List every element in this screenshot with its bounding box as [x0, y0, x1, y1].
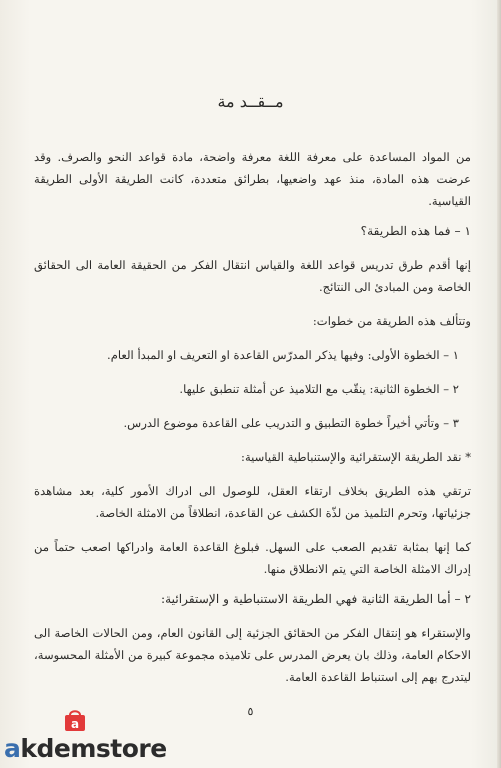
page-body	[34, 146, 471, 688]
paragraph-critique-1: ترتقي هذه الطريق بخلاف ارتقاء العقل، للوصول الى ادراك الأمور كلية، بعد مشاهدة جزئياتها، وتحرم التلميذ من لذّة الكشف عن القاعدة، انطلاقاً من الامثلة الخاصة.	[34, 484, 471, 520]
logo-wordmark	[4, 736, 167, 761]
list-item-step-2: ٢ – الخطوة الثانية: ينقّب مع التلاميذ عن أمثلة تنطبق عليها.	[179, 382, 459, 396]
page-number: ٥	[247, 705, 254, 718]
shopping-bag-icon	[62, 708, 88, 732]
list-item-step-1: ١ – الخطوة الأولى: وفيها يذكر المدرّس القاعدة او التعريف او المبدأ العام.	[107, 348, 459, 362]
akdemstore-logo	[4, 708, 167, 768]
paragraph-definition: إنها أقدم طرق تدريس قواعد اللغة والقياس انتقال الفكر من الحقيقة العامة الى الحقائق الخاصة ومن المبادئ الى النتائج.	[34, 258, 471, 294]
heading-question-2: ٢ – أما الطريقة الثانية فهي الطريقة الاستنباطية و الإستقرائية:	[161, 592, 471, 606]
paragraph-steps-intro: وتتألف هذه الطريقة من خطوات:	[312, 314, 471, 328]
paragraph-induction: والإستقراء هو إنتقال الفكر من الحقائق الجزئية إلى القانون العام، ومن الحالات الخاصة الى الاحكام العامة، وذلك بان يعرض المدرس على تلاميذه مجموعة كبيرة من الأمثلة المحسوسة، ليتدرج بهم إلى استنباط القاعدة العامة.	[34, 626, 471, 684]
page-edge-shadow	[497, 0, 501, 768]
paragraph-intro: من المواد المساعدة على معرفة اللغة معرفة واضحة، مادة قواعد النحو والصرف. وقد عرضت هذه المادة، منذ عهد واضعيها، بطرائق متعددة، كانت الطريقة الأولى الطريقة القياسية.	[34, 150, 471, 208]
logo-letter-a: a	[4, 734, 21, 763]
bag-letter: a	[70, 717, 80, 731]
page-title: مــقــد مة	[217, 92, 284, 111]
logo-letters-rest: kdemstore	[20, 734, 167, 763]
heading-question-1: ١ – فما هذه الطريقة؟	[360, 224, 471, 238]
list-item-step-3: ٣ – وتأتي أخيراً خطوة التطبيق و التدريب على القاعدة موضوع الدرس.	[123, 416, 459, 430]
heading-critique: * نقد الطريقة الإستقرائية والإستنباطية القياسية:	[241, 450, 471, 464]
paragraph-critique-2: كما إنها بمثابة تقديم الصعب على السهل. فبلوغ القاعدة العامة وادراكها اصعب حتماً من إدراك الامثلة الخاصة التي يتم الانطلاق منها.	[34, 540, 471, 576]
